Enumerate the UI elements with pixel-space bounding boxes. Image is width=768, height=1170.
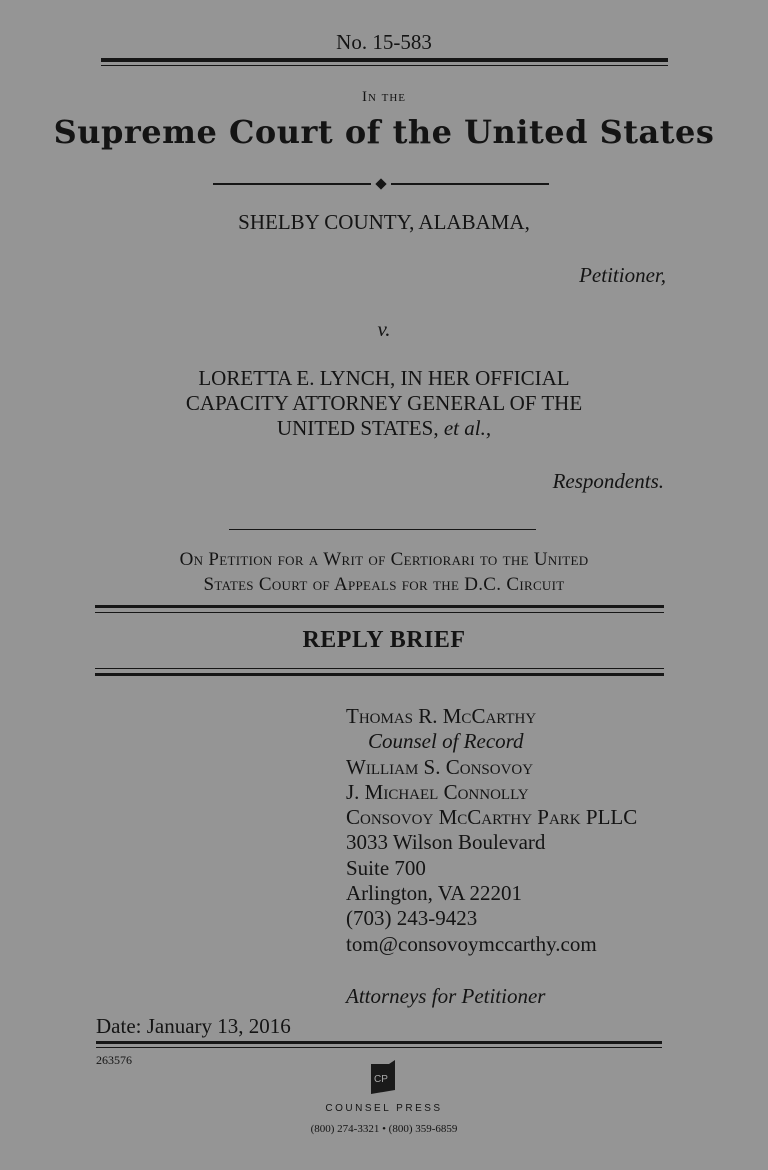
printer-phones: (800) 274-3321 • (800) 359-6859	[310, 1123, 458, 1135]
title-rule-top-thin	[95, 612, 664, 613]
filing-date: Date: January 13, 2016	[96, 1014, 291, 1038]
docket-number: No. 15-583	[336, 30, 432, 54]
counsel-name-2: William S. Consovoy	[346, 754, 534, 779]
petition-heading-line-2: States Court of Appeals for the D.C. Circuit	[203, 574, 565, 595]
respondent-line-3-main: UNITED STATES,	[276, 416, 439, 440]
petition-heading-line-1: On Petition for a Writ of Certiorari to the United	[179, 549, 589, 570]
counsel-press-logo	[367, 1060, 397, 1094]
footer-rule-thick	[96, 1041, 662, 1044]
address-city: Arlington, VA 22201	[346, 881, 522, 906]
respondent-line-2: CAPACITY ATTORNEY GENERAL OF THE	[185, 391, 583, 415]
respondent-et-al: et al.,	[443, 416, 492, 440]
printer-name: COUNSEL PRESS	[325, 1103, 443, 1114]
respondent-line-1: LORETTA E. LYNCH, IN HER OFFICIAL	[198, 366, 570, 390]
law-firm: Consovoy McCarthy Park PLLC	[346, 805, 638, 830]
counsel-phone: (703) 243-9423	[346, 906, 478, 931]
petitioner-name: SHELBY COUNTY, ALABAMA,	[238, 210, 530, 234]
respondent-line-3	[0, 416, 768, 441]
title-rule-bottom-thin	[95, 668, 664, 669]
attorneys-for-label: Attorneys for Petitioner	[346, 984, 546, 1008]
in-the-label: In the	[361, 89, 407, 105]
printer-job-number: 263576	[96, 1053, 132, 1067]
footer-rule-thin	[96, 1047, 662, 1048]
respondent-role: Respondents.	[552, 469, 664, 493]
top-rule-thin	[101, 65, 668, 66]
ornament-divider	[213, 179, 549, 189]
short-rule	[229, 529, 536, 530]
counsel-name-3: J. Michael Connolly	[346, 779, 529, 804]
address-suite: Suite 700	[346, 855, 426, 880]
versus: v.	[377, 317, 391, 341]
title-rule-top-thick	[95, 605, 664, 608]
counsel-email: tom@consovoymccarthy.com	[346, 931, 597, 956]
counsel-press-logo-icon	[367, 1060, 397, 1094]
petitioner-role: Petitioner,	[579, 263, 666, 287]
address-street: 3033 Wilson Boulevard	[346, 830, 546, 855]
document-title: REPLY BRIEF	[302, 627, 466, 653]
top-rule-thick	[101, 58, 668, 62]
title-rule-bottom-thick	[95, 673, 664, 676]
logo-text: CP	[374, 1074, 388, 1085]
counsel-of-record: Counsel of Record	[368, 729, 524, 754]
counsel-name-1: Thomas R. McCarthy	[346, 704, 537, 728]
court-name: Supreme Court of the United States	[53, 113, 715, 151]
counsel-block	[346, 704, 637, 957]
